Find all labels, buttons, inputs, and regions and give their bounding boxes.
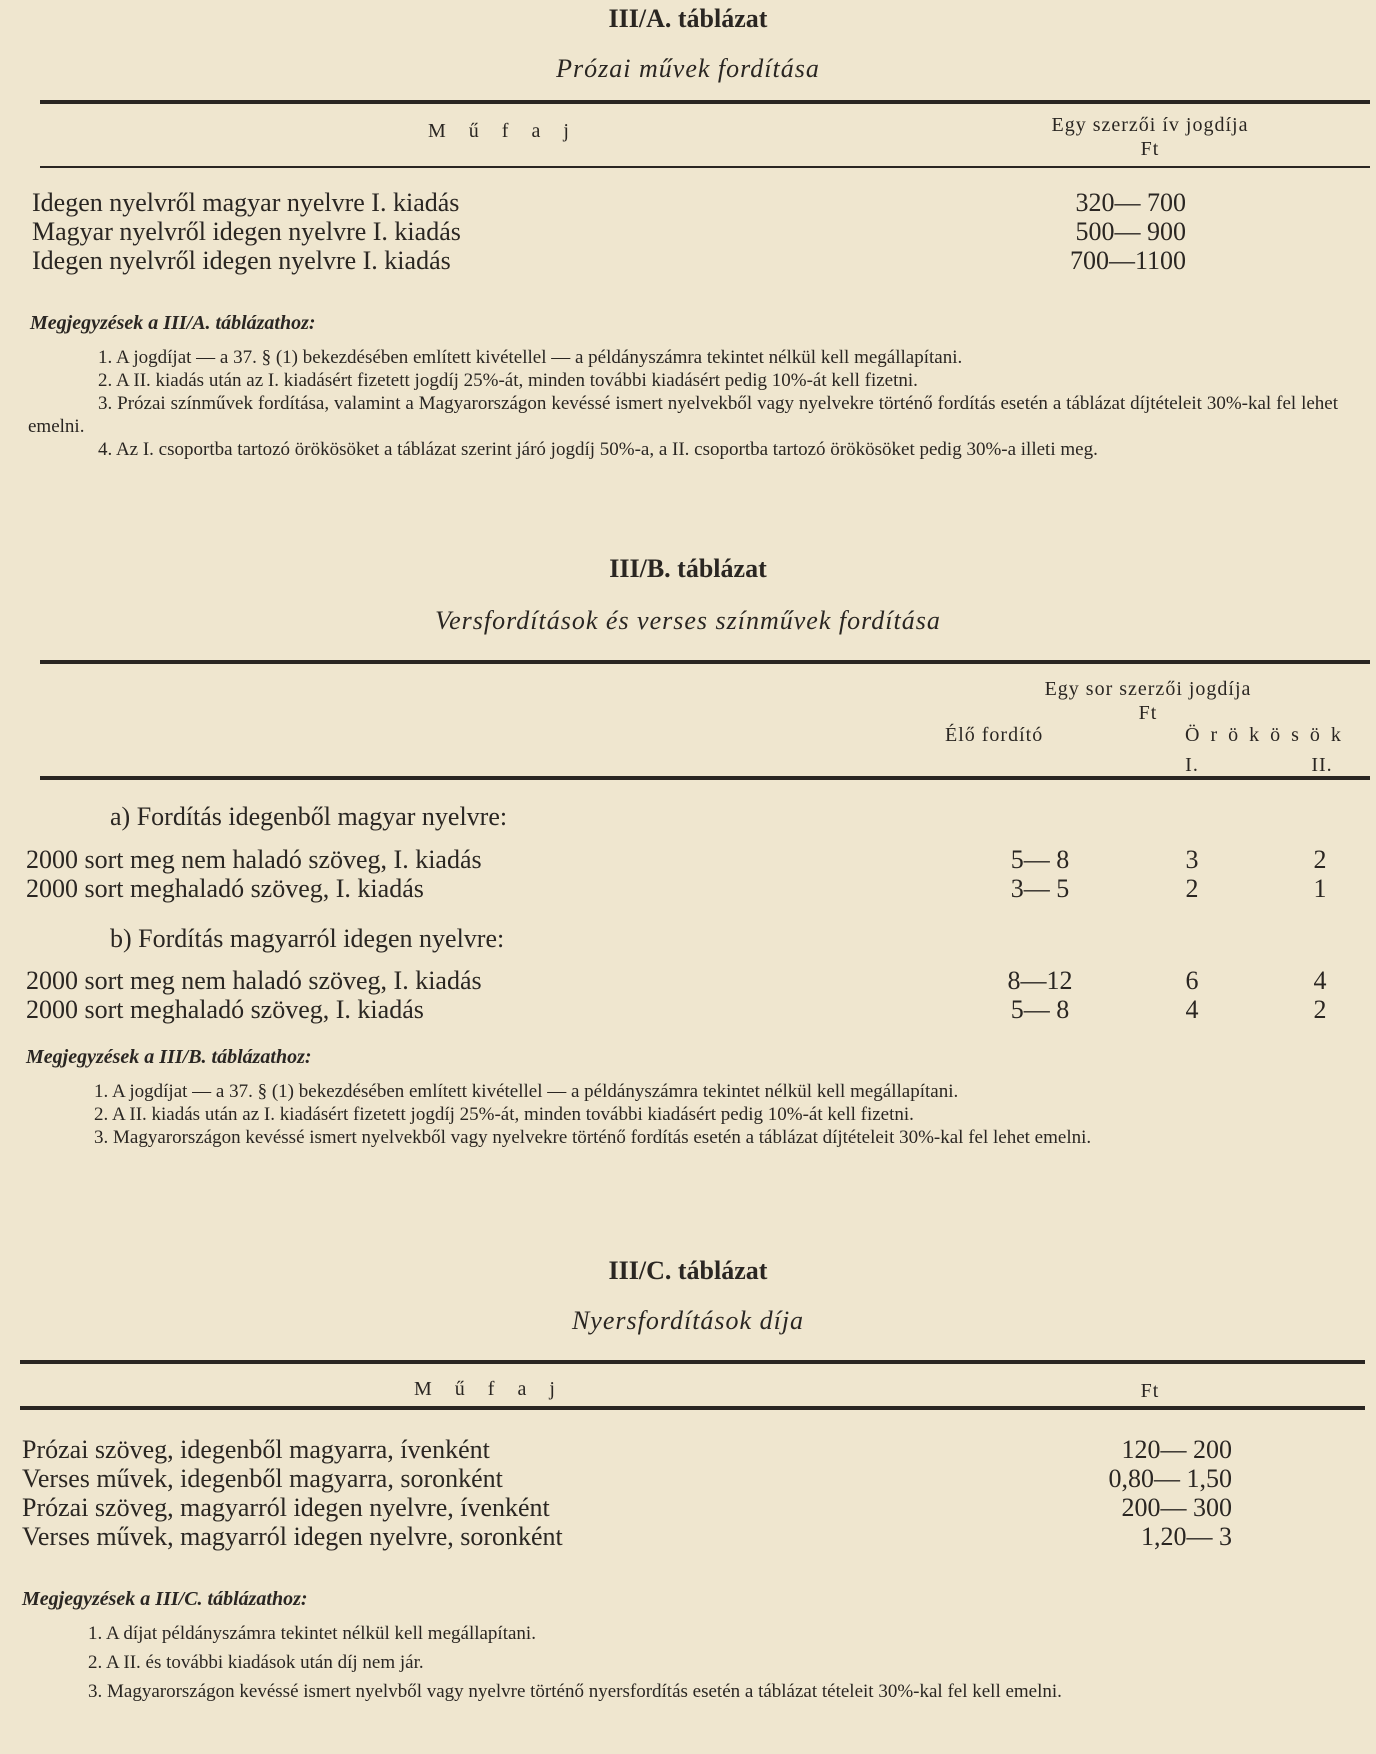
- table-a-row-label: Magyar nyelvről idegen nyelvre I. kiadás: [32, 217, 461, 246]
- table-a-title: III/A. táblázat: [608, 4, 768, 33]
- table-a-row-label: Idegen nyelvről magyar nyelvre I. kiadás: [32, 188, 460, 217]
- note-item: 3. Magyarországon kevéssé ismert nyelvekből vagy nyelvekre történő fordítás esetén a táblázat díjtételeit 30%-kal fel lehet emelni.: [94, 1127, 1092, 1148]
- table-a-row-value: 500— 900: [1075, 217, 1186, 246]
- table-c-header-rule: [20, 1406, 1365, 1410]
- table-b-subtitle: Versfordítások és verses színművek fordítása: [435, 606, 941, 635]
- note-item: 1. A díjat példányszámra tekintet nélkül kell megállapítani.: [88, 1623, 536, 1644]
- table-b-row-living: 5— 8: [1010, 845, 1070, 874]
- table-a-top-rule: [40, 100, 1370, 104]
- table-a-notes-title: Megjegyzések a III/A. táblázathoz:: [30, 312, 316, 334]
- table-a-col-fee-unit: Ft: [1140, 138, 1160, 160]
- table-b-row-heirs-2: 1: [1313, 874, 1327, 903]
- table-b-row-living: 3— 5: [1010, 874, 1070, 903]
- table-c-row-label: Prózai szöveg, idegenből magyarra, ívenként: [22, 1435, 490, 1464]
- table-b-row-heirs-1: 3: [1185, 845, 1199, 874]
- table-c-row-value: 200— 300: [1121, 1493, 1232, 1522]
- table-b-row-living: 8—12: [1007, 966, 1073, 995]
- table-b-row-heirs-1: 4: [1185, 995, 1199, 1024]
- table-b-row-label: 2000 sort meg nem haladó szöveg, I. kiadás: [26, 966, 482, 995]
- note-item: 2. A II. kiadás után az I. kiadásért fizetett jogdíj 25%-át, minden további kiadásért pedig 10%-át kell fizetni.: [94, 1104, 914, 1125]
- table-b-col-living: Élő fordító: [945, 724, 1044, 746]
- table-c-row-label: Verses művek, idegenből magyarra, soronként: [22, 1464, 503, 1493]
- table-a-row-value: 700—1100: [1069, 246, 1186, 275]
- table-a-row-value: 320— 700: [1075, 188, 1186, 217]
- table-c-top-rule: [20, 1360, 1365, 1364]
- table-a-notes: [28, 346, 1338, 461]
- table-c-notes-title: Megjegyzések a III/C. táblázathoz:: [22, 1588, 308, 1610]
- table-b-header-rule: [40, 776, 1370, 780]
- table-b-row-heirs-2: 4: [1313, 966, 1327, 995]
- table-b-row-heirs-2: 2: [1313, 995, 1327, 1024]
- table-c-row-label: Prózai szöveg, magyarról idegen nyelvre, ívenként: [22, 1493, 550, 1522]
- table-b-col-fee: Egy sor szerzői jogdíja: [1044, 678, 1252, 700]
- table-c-col-genre: M ű f a j: [414, 1378, 564, 1400]
- table-a-header-rule: [40, 166, 1370, 168]
- table-a-row-label: Idegen nyelvről idegen nyelvre I. kiadás: [32, 246, 451, 275]
- table-c-col-fee: Ft: [1140, 1380, 1160, 1402]
- table-b-col-heirs-2: II.: [1311, 754, 1333, 776]
- table-b-notes: [28, 1080, 1338, 1149]
- table-c-row-value: 120— 200: [1121, 1435, 1232, 1464]
- table-b-row-label: 2000 sort meg nem haladó szöveg, I. kiadás: [26, 845, 482, 874]
- table-b-row-heirs-2: 2: [1313, 845, 1327, 874]
- table-a-col-fee: Egy szerzői ív jogdíja: [1051, 114, 1249, 136]
- note-item: 3. Prózai színművek fordítása, valamint a Magyarországon kevéssé ismert nyelvekből vagy nyelvekre történő fordítás esetén a táblázat díjtételeit 30%-kal fel lehet emelni.: [28, 393, 1338, 437]
- table-b-col-heirs-1: I.: [1185, 754, 1199, 776]
- note-item: 2. A II. kiadás után az I. kiadásért fizetett jogdíj 25%-át, minden további kiadásért pedig 10%-át kell fizetni.: [98, 370, 918, 391]
- note-item: 1. A jogdíjat — a 37. § (1) bekezdésében említett kivétellel — a példányszámra tekintet nélkül kell megállapítani.: [98, 347, 963, 368]
- table-b-col-heirs: Ö r ö k ö s ö k: [1185, 724, 1344, 746]
- note-item: 4. Az I. csoportba tartozó örökösöket a táblázat szerint járó jogdíj 50%-a, a II. csoportba tartozó örökösöket pedig 30%-a illeti meg.: [98, 439, 1098, 460]
- table-b-row-label: 2000 sort meghaladó szöveg, I. kiadás: [26, 874, 424, 903]
- table-c-row-value: 0,80— 1,50: [1108, 1464, 1232, 1493]
- table-a-subtitle: Prózai művek fordítása: [556, 54, 820, 83]
- note-item: 1. A jogdíjat — a 37. § (1) bekezdésében említett kivétellel — a példányszámra tekintet nélkül kell megállapítani.: [94, 1081, 959, 1102]
- note-item: 3. Magyarországon kevéssé ismert nyelvből vagy nyelvre történő nyersfordítás esetén a táblázat tételeit 30%-kal fel kell emelni.: [88, 1681, 1062, 1702]
- table-c-row-value: 1,20— 3: [1141, 1522, 1232, 1551]
- table-b-col-fee-unit: Ft: [1138, 702, 1158, 724]
- table-b-row-living: 5— 8: [1010, 995, 1070, 1024]
- table-b-section-a: a) Fordítás idegenből magyar nyelvre:: [110, 802, 508, 831]
- note-item: 2. A II. és további kiadások után díj nem jár.: [88, 1652, 424, 1673]
- table-b-row-heirs-1: 2: [1185, 874, 1199, 903]
- table-c-row-label: Verses művek, magyarról idegen nyelvre, soronként: [22, 1522, 563, 1551]
- table-c-title: III/C. táblázat: [608, 1256, 768, 1285]
- table-b-title: III/B. táblázat: [609, 554, 767, 583]
- table-c-subtitle: Nyersfordítások díja: [571, 1306, 805, 1335]
- table-b-notes-title: Megjegyzések a III/B. táblázathoz:: [26, 1046, 312, 1068]
- table-c-notes: [22, 1622, 1338, 1703]
- table-b-top-rule: [40, 660, 1370, 664]
- table-a-col-genre: M ű f a j: [428, 120, 578, 142]
- table-b-row-heirs-1: 6: [1185, 966, 1199, 995]
- table-b-row-label: 2000 sort meghaladó szöveg, I. kiadás: [26, 995, 424, 1024]
- table-b-section-b: b) Fordítás magyarról idegen nyelvre:: [110, 924, 505, 953]
